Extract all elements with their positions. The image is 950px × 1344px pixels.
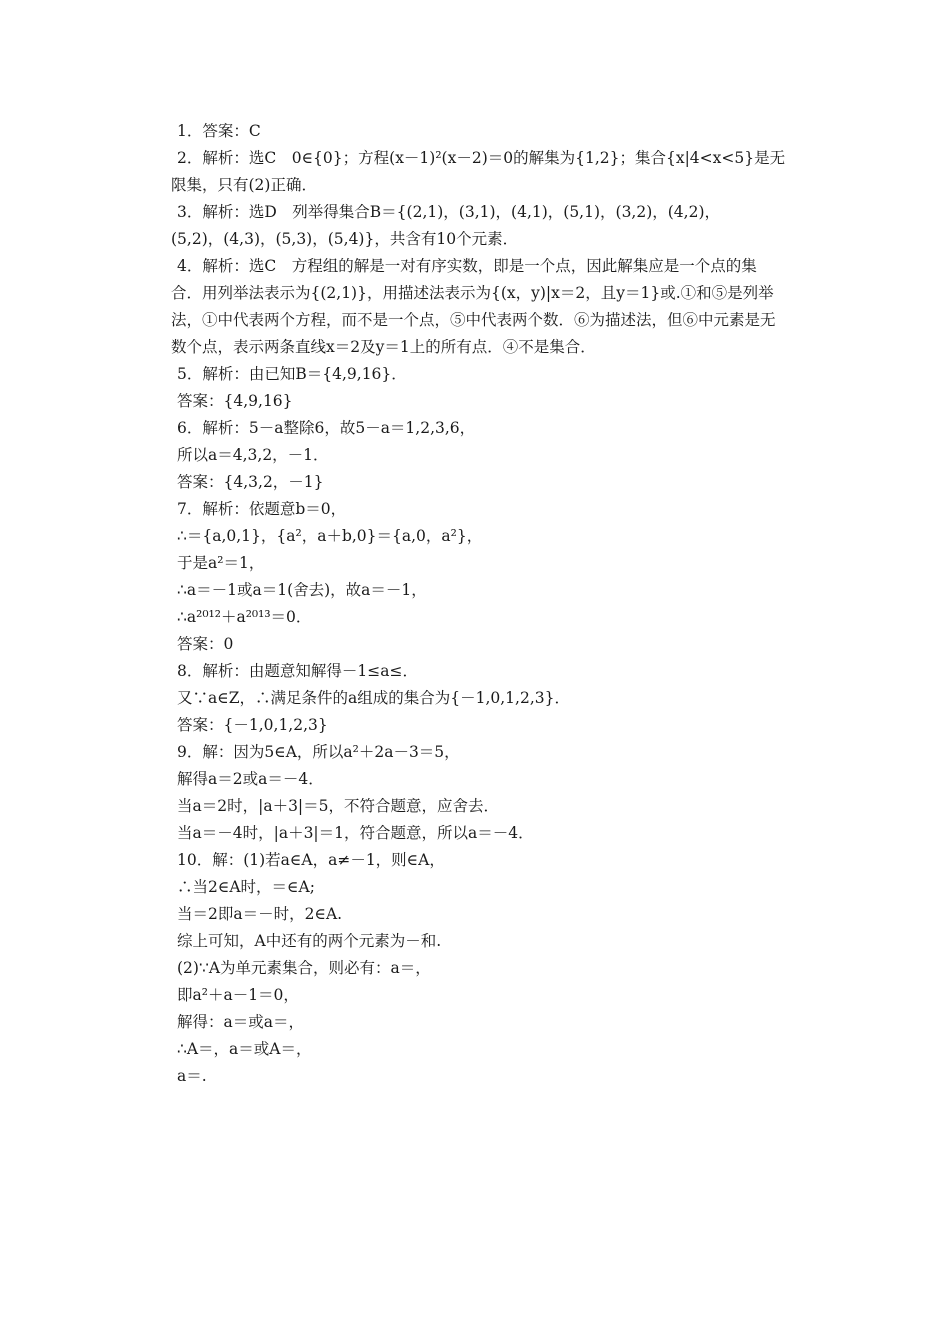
text-line: 答案：{－1,0,1,2,3} xyxy=(177,716,328,734)
text-line: ∴当2∈A时，＝∈A; xyxy=(177,878,315,896)
text-line: (2)∵A为单元素集合，则必有：a＝， xyxy=(177,959,431,977)
text-line: 7．解析：依题意b＝0， xyxy=(177,500,347,518)
text-line: 8．解析：由题意知解得－1≤a≤． xyxy=(177,662,418,680)
text-line: 解得：a＝或a＝， xyxy=(177,1013,304,1031)
text-line: 综上可知，A中还有的两个元素为－和. xyxy=(177,932,442,950)
text-line: ∴A＝，a＝或A＝， xyxy=(177,1040,312,1058)
text-line: 解得a＝2或a＝－4． xyxy=(177,770,324,788)
text-line: 10．解：(1)若a∈A，a≠－1，则∈A， xyxy=(177,851,445,869)
text-line: 限集，只有(2)正确． xyxy=(171,176,317,194)
text-line: 当＝2即a＝－时，2∈A. xyxy=(177,905,343,923)
text-line: 答案：0 xyxy=(177,635,234,653)
text-line: 2．解析：选C 0∈{0}；方程(x－1)²(x－2)＝0的解集为{1,2}；集合{x|4<x<5}是无 xyxy=(177,149,786,167)
text-line: 4．解析：选C 方程组的解是一对有序实数，即是一个点，因此解集应是一个点的集 xyxy=(177,257,757,275)
text-line: 3．解析：选D 列举得集合B＝{(2,1)，(3,1)，(4,1)，(5,1)，(3,2)，(4,2)， xyxy=(177,203,721,221)
text-line: 即a²＋a－1＝0， xyxy=(177,986,299,1004)
text-line: 所以a＝4,3,2，－1． xyxy=(177,446,329,464)
text-line: ∴a＝－1或a＝1(舍去)，故a＝－1， xyxy=(177,581,427,599)
text-line: 5．解析：由已知B＝{4,9,16}． xyxy=(177,365,407,383)
text-line: 数个点，表示两条直线x＝2及y＝1上的所有点．④不是集合． xyxy=(171,338,596,356)
text-line: 法，①中代表两个方程，而不是一个点，⑤中代表两个数．⑥为描述法，但⑥中元素是无 xyxy=(171,311,776,329)
text-line: 答案：{4,3,2，－1} xyxy=(177,473,324,491)
text-line: 又∵a∈Z，∴满足条件的a组成的集合为{－1,0,1,2,3}． xyxy=(177,689,570,707)
answer-text-block xyxy=(173,118,807,1090)
text-line: a＝. xyxy=(177,1067,207,1085)
text-line: 当a＝2时，|a＋3|＝5，不符合题意，应舍去． xyxy=(177,797,500,815)
text-line: 合．用列举法表示为{(2,1)}，用描述法表示为{(x，y)|x＝2，且y＝1}或.①和⑤是列举 xyxy=(171,284,774,302)
text-line: 1．答案：C xyxy=(177,122,261,140)
text-line: 答案：{4,9,16} xyxy=(177,392,293,410)
text-line: 9．解：因为5∈A，所以a²＋2a－3＝5， xyxy=(177,743,460,761)
text-line: 6．解析：5－a整除6，故5－a＝1,2,3,6， xyxy=(177,419,476,437)
text-line: 于是a²＝1， xyxy=(177,554,265,572)
text-line: ∴＝{a,0,1}，{a²，a＋b,0}＝{a,0，a²}， xyxy=(177,527,483,545)
text-line: ∴a²⁰¹²＋a²⁰¹³＝0． xyxy=(177,608,312,626)
text-line: (5,2)，(4,3)，(5,3)，(5,4)}，共含有10个元素． xyxy=(171,230,519,248)
text-line: 当a＝－4时，|a＋3|＝1，符合题意，所以a＝－4． xyxy=(177,824,534,842)
